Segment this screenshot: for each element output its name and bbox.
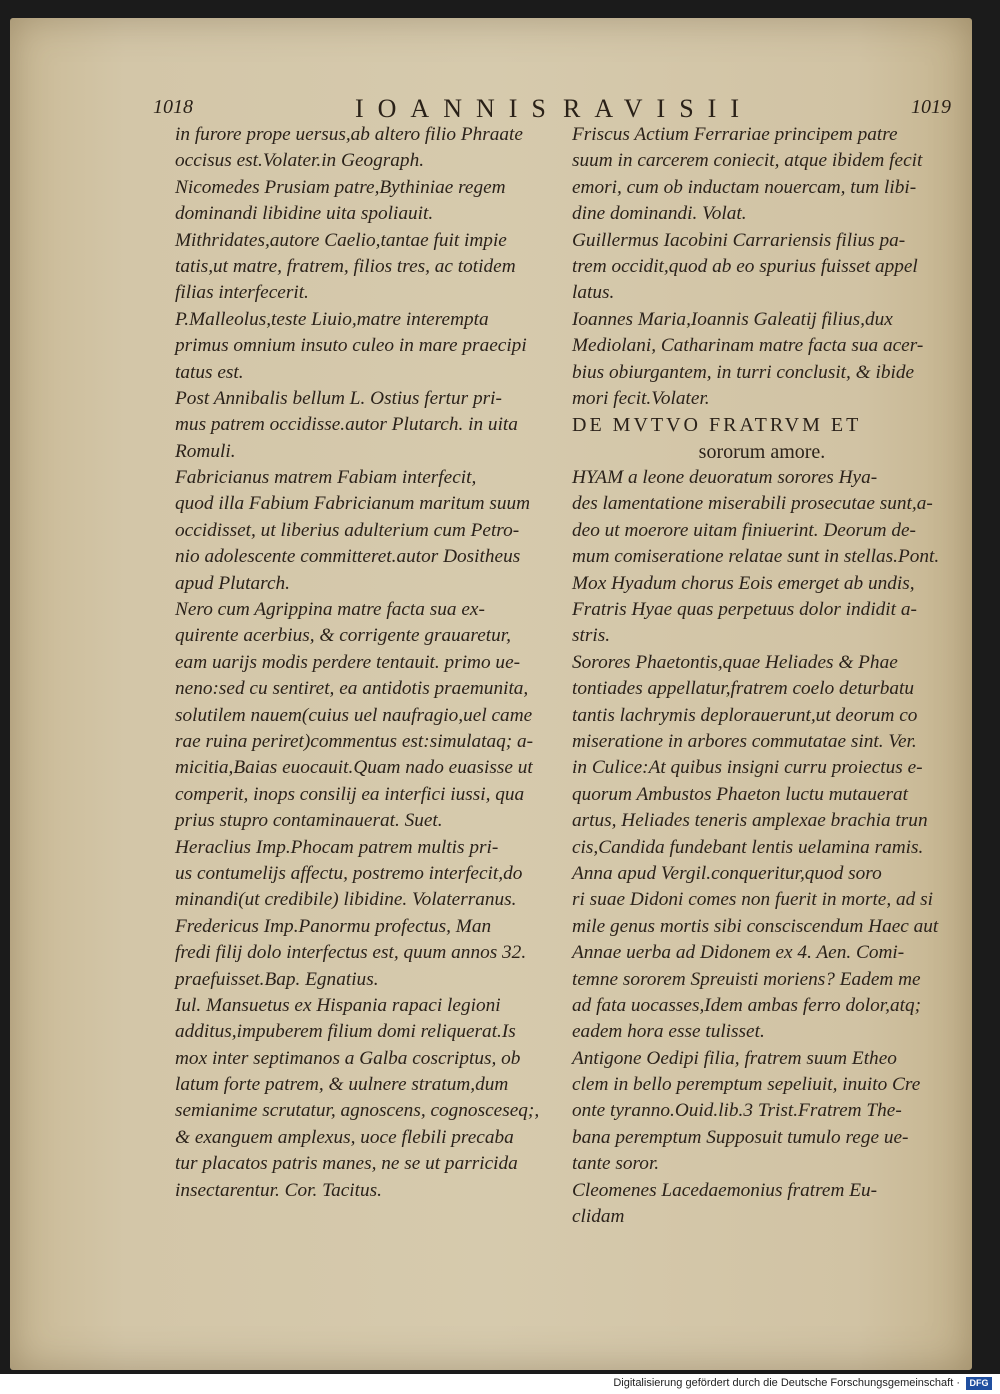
text-line: suum in carcerem coniecit, atque ibidem fecit [572, 150, 923, 172]
text-line: tante soror. [572, 1153, 660, 1175]
text-line: clem in bello peremptum sepeliuit, inuito Cre [572, 1074, 921, 1096]
text-line: temne sororem Spreuisti moriens? Eadem me [572, 968, 921, 990]
text-line: Nero cum Agrippina matre facta sua ex- [175, 599, 485, 621]
text-line: Mithridates,autore Caelio,tantae fuit impie [175, 229, 507, 251]
digitization-footer [0, 1374, 1000, 1394]
text-line: Ioannes Maria,Ioannis Galeatij filius,dux [572, 308, 893, 330]
text-line: eam uarijs modis perdere tentauit. primo ue- [175, 651, 521, 673]
section-heading-subtitle: sororum amore. [698, 440, 826, 463]
text-line: Mediolani, Catharinam matre facta sua acer- [572, 335, 924, 357]
text-line: Sorores Phaetontis,quae Heliades & Phae [572, 651, 898, 673]
text-line: ad fata uocasses,Idem ambas ferro dolor,atq; [572, 994, 922, 1016]
text-line: stris. [572, 625, 611, 647]
section-heading: DE MVTVO FRATRVM ET [572, 414, 862, 437]
text-line: tatus est. [175, 361, 244, 383]
text-line: Guillermus Iacobini Carrariensis filius pa- [572, 229, 906, 251]
text-line: emori, cum ob inductam nouercam, tum libi- [572, 176, 917, 198]
text-line: in Culice:At quibus insigni curru proiectus e- [572, 757, 923, 779]
text-line: prius stupro contaminauerat. Suet. [175, 810, 443, 832]
left-text-column [175, 122, 563, 1204]
text-line: latum forte patrem, & uulnere stratum,dum [175, 1074, 509, 1096]
book-page [10, 18, 972, 1370]
dfg-logo: DFG [966, 1377, 992, 1390]
text-line: Heraclius Imp.Phocam patrem multis pri- [175, 836, 499, 858]
page-number-left: 1018 [153, 96, 193, 118]
text-line: Romuli. [175, 440, 236, 462]
text-line: tatis,ut matre, fratrem, filios tres, ac totidem [175, 255, 516, 277]
text-line: mus patrem occidisse.autor Plutarch. in uita [175, 414, 518, 436]
text-line: trem occidit,quod ab eo spurius fuisset appel [572, 255, 918, 277]
text-line: us contumelijs affectu, postremo interfecit,do [175, 862, 523, 884]
text-line: semianime scrutatur, agnoscens, cognosceseq;, [175, 1100, 540, 1122]
text-line: tur placatos patris manes, ne se ut parricida [175, 1153, 518, 1175]
text-line: quod illa Fabium Fabricianum maritum suum [175, 493, 531, 515]
text-line: tantis lachrymis deplorauerunt,ut deorum co [572, 704, 918, 726]
text-line: filias interfecerit. [175, 282, 309, 304]
text-line: nio adolescente committeret.autor Dositheus [175, 546, 521, 568]
text-line: dine dominandi. Volat. [572, 203, 747, 225]
text-line: minandi(ut credibile) libidine. Volaterranus. [175, 889, 517, 911]
page-number-right: 1019 [911, 96, 951, 118]
text-line: Fabricianus matrem Fabiam interfecit, [175, 467, 477, 489]
text-line: in furore prope uersus,ab altero filio Phraate [175, 124, 523, 145]
text-line: Annae uerba ad Didonem ex 4. Aen. Comi- [572, 942, 905, 964]
text-line: Mox Hyadum chorus Eois emerget ab undis, [572, 572, 915, 594]
text-line: bius obiurgantem, in turri conclusit, & ibide [572, 361, 915, 383]
text-line: dominandi libidine uita spoliauit. [175, 203, 434, 225]
text-line: mox inter septimanos a Galba coscriptus, ob [175, 1047, 521, 1069]
text-line: Nicomedes Prusiam patre,Bythiniae regem [175, 176, 506, 198]
text-line: comperit, inops consilij ea interfici iussi, qua [175, 783, 525, 805]
text-line: quorum Ambustos Phaeton luctu mutauerat [572, 783, 908, 805]
text-line: mori fecit.Volater. [572, 387, 710, 409]
text-line: occisus est.Volater.in Geograph. [175, 150, 425, 172]
running-head-right: RAVISII [563, 94, 753, 123]
running-head-left: IOANNIS [355, 94, 560, 123]
text-line: insectarentur. Cor. Tacitus. [175, 1179, 382, 1201]
text-line: Anna apud Vergil.conqueritur,quod soro [572, 862, 882, 884]
text-line: solutilem nauem(cuius uel naufragio,uel came [175, 704, 533, 726]
text-line: occidisset, ut liberius adulterium cum Petro- [175, 519, 520, 541]
text-line: Fratris Hyae quas perpetuus dolor indidit a- [572, 599, 917, 621]
text-line: Post Annibalis bellum L. Ostius fertur pri- [175, 387, 502, 409]
text-line: tontiades appellatur,fratrem coelo deturbatu [572, 678, 915, 700]
text-line: latus. [572, 282, 615, 304]
right-column-top-block [572, 122, 952, 412]
text-line: HYAM a leone deuoratum sorores Hya- [572, 467, 878, 489]
text-line: artus, Heliades teneris amplexae brachia trun [572, 810, 928, 832]
text-line: quirente acerbius, & corrigente grauaretur, [175, 625, 511, 647]
text-line: neno:sed cu sentiret, ea antidotis praemunita, [175, 678, 529, 700]
text-line: deo ut moerore uitam finiuerint. Deorum de- [572, 519, 916, 541]
text-line: praefuisset.Bap. Egnatius. [175, 968, 379, 990]
text-line: mum comiseratione relatae sunt in stellas.Pont. [572, 546, 940, 568]
text-line: P.Malleolus,teste Liuio,matre interempta [175, 308, 489, 330]
footer-credit-text: Digitalisierung gefördert durch die Deutsche Forschungsgemeinschaft · [613, 1377, 960, 1389]
text-line: additus,impuberem filium domi reliquerat.Is [175, 1021, 516, 1043]
text-line: rae ruina periret)commentus est:simulataq; a- [175, 730, 534, 752]
text-line: Fredericus Imp.Panormu profectus, Man [175, 915, 492, 937]
right-text-column [572, 122, 952, 1230]
text-line: bana peremptum Supposuit tumulo rege ue- [572, 1126, 909, 1148]
right-column-bottom-block [572, 465, 952, 1230]
text-line: apud Plutarch. [175, 572, 290, 594]
text-line: miseratione in arbores commutatae sint. Ver. [572, 730, 917, 752]
text-line: primus omnium insuto culeo in mare praecipi [175, 335, 527, 357]
text-line: Friscus Actium Ferrariae principem patre [572, 124, 898, 145]
text-line: Antigone Oedipi filia, fratrem suum Etheo [572, 1047, 897, 1069]
text-line: cis,Candida fundebant lentis uelamina ramis. [572, 836, 924, 858]
text-line: mile genus mortis sibi consciscendum Haec aut [572, 915, 939, 937]
text-line: clidam [572, 1206, 625, 1228]
text-line: micitia,Baias euocauit.Quam nado euasisse ut [175, 757, 533, 779]
text-line: Cleomenes Lacedaemonius fratrem Eu- [572, 1179, 878, 1201]
text-line: ri suae Didoni comes non fuerit in morte, ad si [572, 889, 933, 911]
text-line: fredi filij dolo interfectus est, quum annos 32. [175, 942, 527, 964]
text-line: onte tyranno.Ouid.lib.3 Trist.Fratrem The- [572, 1100, 902, 1122]
text-line: eadem hora esse tulisset. [572, 1021, 765, 1043]
text-line: des lamentatione miserabili prosecutae sunt,a- [572, 493, 933, 515]
text-line: & exanguem amplexus, uoce flebili precaba [175, 1126, 514, 1148]
text-line: Iul. Mansuetus ex Hispania rapaci legioni [175, 994, 501, 1016]
